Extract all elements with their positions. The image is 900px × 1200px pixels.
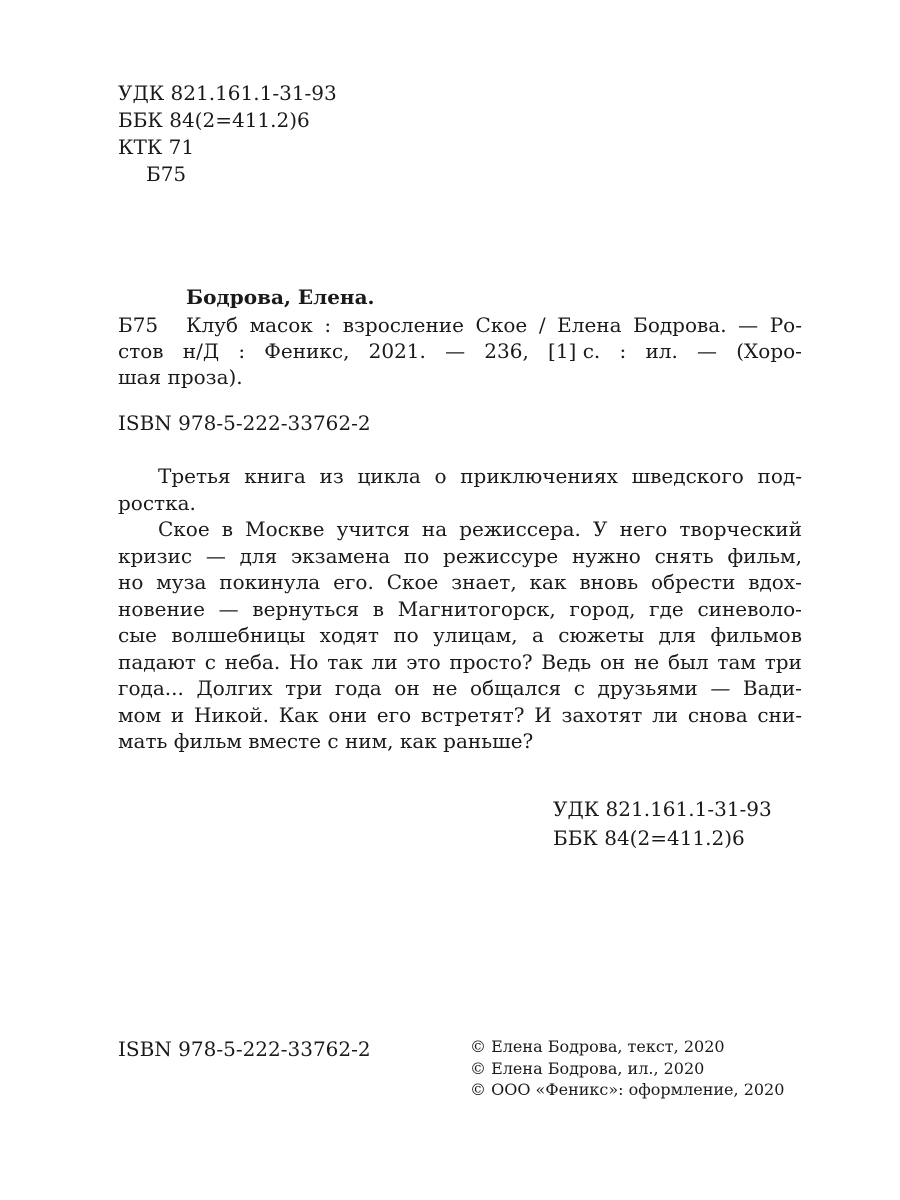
- word: просто?: [449, 649, 533, 674]
- word: он: [394, 676, 420, 700]
- word: был: [667, 649, 709, 674]
- record-description-line-1: [186, 312, 802, 338]
- word: —: [697, 339, 718, 363]
- word: его.: [333, 570, 374, 594]
- word: общался: [470, 676, 562, 700]
- word: улицам,: [433, 623, 518, 647]
- word: знает,: [451, 570, 517, 594]
- copyright-block: [470, 1036, 784, 1101]
- record-description-line-2: [118, 338, 802, 364]
- word: из: [319, 464, 344, 488]
- word: Долгих: [196, 676, 273, 700]
- word: И: [534, 702, 552, 727]
- word: цикла: [357, 464, 421, 488]
- word: для: [239, 543, 278, 568]
- classification-codes-bottom: [553, 795, 772, 853]
- word: с: [204, 649, 216, 674]
- annotation: [118, 463, 802, 755]
- word: Ское: [475, 313, 528, 337]
- word: Но: [288, 649, 319, 674]
- word: [1] с.: [548, 339, 601, 363]
- word: в: [372, 596, 385, 621]
- word: ли: [371, 649, 398, 674]
- udk-code-bottom: УДК 821.161.1-31-93: [553, 797, 772, 821]
- word: покинула: [219, 570, 321, 594]
- annotation-line: [118, 702, 802, 729]
- word: 2021.: [368, 339, 426, 363]
- word: там: [717, 649, 756, 674]
- bbk-code: ББК 84(2=411.2)6: [118, 108, 310, 132]
- copyright-line: © Елена Бодрова, текст, 2020: [470, 1037, 725, 1056]
- word: под-: [757, 464, 802, 488]
- annotation-line: [118, 463, 802, 490]
- word: новение: [118, 596, 205, 621]
- word: это: [406, 649, 441, 674]
- word: —: [218, 596, 239, 621]
- word: 236,: [484, 339, 529, 363]
- word: н/Д: [182, 339, 220, 363]
- word: они: [328, 702, 368, 727]
- word: Как: [278, 702, 319, 727]
- word: Феникс,: [264, 339, 350, 363]
- word: кризис: [118, 543, 193, 568]
- ktk-code: КТК 71: [118, 135, 195, 159]
- word: Никой.: [193, 702, 269, 727]
- word: :: [619, 339, 627, 363]
- record-description-line-3: шая проза).: [118, 365, 243, 389]
- word: Бодрова.: [633, 313, 727, 337]
- word: Ведь: [541, 649, 592, 674]
- word: Вади-: [742, 676, 802, 700]
- word: не: [432, 676, 458, 700]
- word: У: [593, 517, 608, 541]
- word: Ро-: [769, 313, 802, 337]
- word: снова: [687, 702, 748, 727]
- isbn-bottom: ISBN 978-5-222-33762-2: [118, 1037, 371, 1061]
- word: :: [238, 339, 246, 363]
- word: сюжеты: [558, 623, 645, 647]
- word: творческий: [679, 517, 802, 541]
- word: захотят: [561, 702, 643, 727]
- word: по: [393, 623, 419, 647]
- annotation-line: мать фильм вместе с ним, как раньше?: [118, 729, 534, 753]
- bbk-code-bottom: ББК 84(2=411.2)6: [553, 826, 745, 850]
- word: вновь: [579, 570, 639, 594]
- word: года...: [118, 676, 184, 700]
- author-heading: Бодрова, Елена.: [186, 285, 375, 309]
- word: где: [649, 596, 684, 621]
- word: о: [434, 464, 447, 488]
- word: масок: [249, 313, 313, 337]
- word: обрести: [651, 570, 736, 594]
- word: не: [634, 649, 660, 674]
- copyright-line: © ООО «Феникс»: оформление, 2020: [470, 1080, 785, 1099]
- word: и: [170, 702, 185, 727]
- annotation-line: [118, 543, 802, 570]
- word: ил.: [645, 339, 678, 363]
- word: три: [764, 649, 802, 674]
- annotation-line: [118, 622, 802, 649]
- isbn-top: ISBN 978-5-222-33762-2: [118, 411, 371, 435]
- word: город,: [569, 596, 636, 621]
- word: —: [710, 676, 731, 700]
- word: неба.: [224, 649, 281, 674]
- word: в: [221, 517, 234, 541]
- word: вдох-: [748, 570, 802, 594]
- word: —: [205, 543, 226, 568]
- word: снять: [654, 543, 714, 568]
- word: волшебницы: [171, 623, 306, 647]
- word: Ское: [386, 570, 439, 594]
- word: с: [573, 676, 585, 700]
- word: шведского: [631, 464, 744, 488]
- word: он: [599, 649, 626, 674]
- word: Елена: [557, 313, 622, 337]
- word: учится: [336, 517, 410, 541]
- word: Третья: [158, 464, 231, 488]
- word: режиссера.: [459, 517, 581, 541]
- udk-code: УДК 821.161.1-31-93: [118, 81, 337, 105]
- word: а: [531, 623, 544, 647]
- word: фильмов: [710, 623, 802, 647]
- word: нужно: [571, 543, 641, 568]
- word: сни-: [757, 702, 802, 727]
- word: —: [445, 339, 466, 363]
- word: так: [327, 649, 363, 674]
- word: по: [403, 543, 430, 568]
- word: Магнитогорск,: [397, 596, 556, 621]
- annotation-line: [118, 569, 802, 596]
- word: падают: [118, 649, 196, 674]
- annotation-line: [118, 649, 802, 676]
- word: Клуб: [186, 313, 238, 337]
- word: года: [334, 676, 382, 700]
- word: /: [538, 313, 546, 337]
- annotation-line: [118, 516, 802, 543]
- word: три: [285, 676, 323, 700]
- word: на: [421, 517, 448, 541]
- word: муза: [156, 570, 207, 594]
- annotation-line: [118, 596, 802, 623]
- copyright-line: © Елена Бодрова, ил., 2020: [470, 1058, 705, 1078]
- word: Москве: [245, 517, 325, 541]
- word: книга: [244, 464, 306, 488]
- word: друзьями: [597, 676, 698, 700]
- word: режиссуре: [443, 543, 559, 568]
- word: Ское: [158, 517, 210, 541]
- annotation-line: ростка.: [118, 490, 196, 515]
- word: экзамена: [290, 543, 391, 568]
- word: стов: [118, 339, 164, 363]
- word: его: [376, 702, 412, 727]
- word: —: [738, 313, 759, 337]
- word: него: [619, 517, 668, 541]
- word: фильм,: [727, 543, 802, 568]
- word: но: [118, 570, 144, 594]
- word: ли: [652, 702, 679, 727]
- word: приключениях: [460, 464, 618, 488]
- word: сые: [118, 623, 157, 647]
- classification-codes-top: [118, 80, 337, 188]
- word: как: [529, 570, 567, 594]
- word: взросление: [342, 313, 464, 337]
- word: мом: [118, 702, 162, 727]
- author-mark: Б75: [146, 162, 187, 186]
- word: ходят: [319, 623, 379, 647]
- annotation-line: [118, 675, 802, 702]
- word: вернуться: [252, 596, 360, 621]
- word: (Хоро-: [736, 339, 802, 363]
- word: для: [658, 623, 697, 647]
- record-author-mark: Б75: [118, 313, 159, 337]
- word: встретят?: [420, 702, 525, 727]
- word: :: [324, 313, 332, 337]
- word: синеволо-: [697, 596, 802, 621]
